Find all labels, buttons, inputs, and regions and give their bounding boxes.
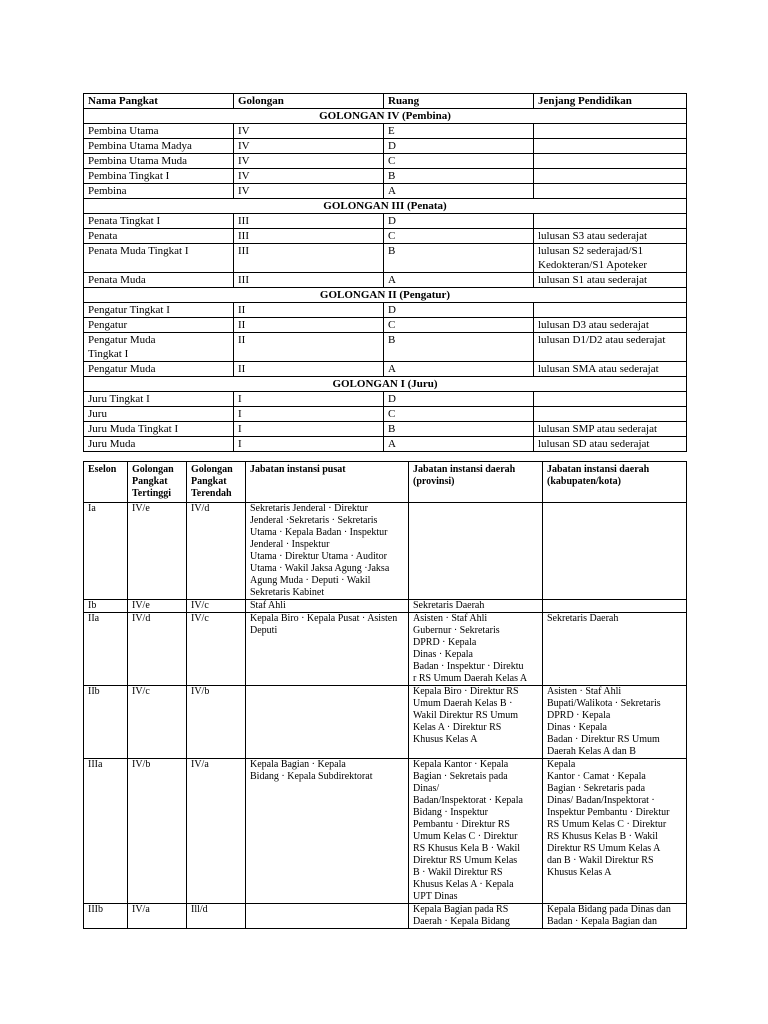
nama-pangkat-cell: Pengatur Muda	[84, 362, 234, 377]
table-row	[84, 139, 687, 154]
nama-pangkat-cell: Pengatur Tingkat I	[84, 303, 234, 318]
nama-pangkat-cell: Juru Muda Tingkat I	[84, 422, 234, 437]
golongan-cell: I	[234, 392, 384, 407]
table-row	[84, 318, 687, 333]
eselon-table	[83, 461, 687, 929]
ruang-cell: C	[384, 407, 534, 422]
golongan-tertinggi-cell: IV/b	[128, 759, 187, 904]
ruang-cell: A	[384, 362, 534, 377]
golongan-cell: IV	[234, 124, 384, 139]
header-eselon: Eselon	[84, 462, 128, 503]
ruang-cell: E	[384, 124, 534, 139]
jenjang-pendidikan-cell	[534, 169, 687, 184]
header-nama-pangkat: Nama Pangkat	[84, 94, 234, 109]
nama-pangkat-cell: Juru	[84, 407, 234, 422]
table-row	[84, 244, 687, 273]
nama-pangkat-cell: Pengatur	[84, 318, 234, 333]
jabatan-provinsi-cell: Kepala Bagian pada RS Daerah · Kepala Bidang	[409, 904, 543, 929]
table-row	[84, 229, 687, 244]
table-row	[84, 184, 687, 199]
golongan-terendah-cell: IV/c	[187, 600, 246, 613]
jabatan-pusat-cell: Kepala Bagian · Kepala Bidang · Kepala Subdirektorat	[246, 759, 409, 904]
golongan-cell: I	[234, 407, 384, 422]
golongan-cell: I	[234, 422, 384, 437]
jabatan-provinsi-cell: Sekretaris Daerah	[409, 600, 543, 613]
golongan-terendah-cell: IV/a	[187, 759, 246, 904]
table-row	[84, 214, 687, 229]
jabatan-provinsi-cell	[409, 503, 543, 600]
jenjang-pendidikan-cell	[534, 154, 687, 169]
table-row	[84, 407, 687, 422]
pangkat-header-row	[84, 94, 687, 109]
ruang-cell: D	[384, 214, 534, 229]
nama-pangkat-cell: Penata	[84, 229, 234, 244]
jenjang-pendidikan-cell: lulusan S2 sederajad/S1 Kedokteran/S1 Apoteker	[534, 244, 687, 273]
header-ruang: Ruang	[384, 94, 534, 109]
golongan-cell: II	[234, 333, 384, 362]
nama-pangkat-cell: Pembina Utama	[84, 124, 234, 139]
group-title: GOLONGAN I (Juru)	[84, 377, 687, 392]
group-header-row	[84, 199, 687, 214]
ruang-cell: B	[384, 333, 534, 362]
nama-pangkat-cell: Pengatur Muda Tingkat I	[84, 333, 234, 362]
eselon-cell: Ib	[84, 600, 128, 613]
header-jabatan-pusat: Jabatan instansi pusat	[246, 462, 409, 503]
ruang-cell: A	[384, 437, 534, 452]
jabatan-provinsi-cell: Kepala Kantor · Kepala Bagian · Sekretais pada Dinas/ Badan/Inspektorat · Kepala Bidang · Inspektur Pembantu · Direktur RS Umum Kelas C · Direktur RS Khusus Kela B · Wakil Direktur RS Umum Kelas B · Wakil Direktur RS Khusus Kelas A · Kepala UPT Dinas	[409, 759, 543, 904]
golongan-cell: II	[234, 318, 384, 333]
jenjang-pendidikan-cell: lulusan SD atau sederajat	[534, 437, 687, 452]
golongan-cell: IV	[234, 169, 384, 184]
jenjang-pendidikan-cell	[534, 392, 687, 407]
golongan-cell: III	[234, 214, 384, 229]
table-row	[84, 392, 687, 407]
table-row	[84, 303, 687, 318]
jabatan-pusat-cell	[246, 904, 409, 929]
golongan-terendah-cell: Ill/d	[187, 904, 246, 929]
jabatan-kabupaten-cell: Kepala Kantor · Camat · Kepala Bagian · Sekretaris pada Dinas/ Badan/Inspektorat · Inspektur Pembantu · Direktur RS Umum Kelas C · Direktur RS Khusus Kelas B · Wakil Direktur RS Umum Kelas A dan B · Wakil Direktur RS Khusus Kelas A	[543, 759, 687, 904]
nama-pangkat-cell: Pembina Utama Muda	[84, 154, 234, 169]
table-row	[84, 124, 687, 139]
nama-pangkat-cell: Penata Muda Tingkat I	[84, 244, 234, 273]
golongan-terendah-cell: IV/d	[187, 503, 246, 600]
table-row	[84, 904, 687, 929]
group-title: GOLONGAN III (Penata)	[84, 199, 687, 214]
jenjang-pendidikan-cell: lulusan SMA atau sederajat	[534, 362, 687, 377]
golongan-tertinggi-cell: IV/d	[128, 613, 187, 686]
golongan-cell: II	[234, 362, 384, 377]
golongan-tertinggi-cell: IV/e	[128, 503, 187, 600]
ruang-cell: B	[384, 169, 534, 184]
ruang-cell: A	[384, 273, 534, 288]
nama-pangkat-cell: Pembina Tingkat I	[84, 169, 234, 184]
eselon-cell: Ia	[84, 503, 128, 600]
jabatan-kabupaten-cell: Kepala Bidang pada Dinas dan Badan · Kepala Bagian dan	[543, 904, 687, 929]
ruang-cell: C	[384, 318, 534, 333]
ruang-cell: D	[384, 139, 534, 154]
header-golongan-terendah: Golongan Pangkat Terendah	[187, 462, 246, 503]
table-row	[84, 503, 687, 600]
table-row	[84, 600, 687, 613]
header-jenjang-pendidikan: Jenjang Pendidikan	[534, 94, 687, 109]
table-row	[84, 273, 687, 288]
table-row	[84, 686, 687, 759]
nama-pangkat-cell: Penata Muda	[84, 273, 234, 288]
golongan-cell: IV	[234, 154, 384, 169]
golongan-tertinggi-cell: IV/e	[128, 600, 187, 613]
jenjang-pendidikan-cell	[534, 124, 687, 139]
nama-pangkat-cell: Pembina Utama Madya	[84, 139, 234, 154]
jabatan-pusat-cell	[246, 686, 409, 759]
jabatan-kabupaten-cell	[543, 600, 687, 613]
golongan-cell: III	[234, 229, 384, 244]
ruang-cell: B	[384, 244, 534, 273]
ruang-cell: A	[384, 184, 534, 199]
header-jabatan-kabupaten: Jabatan instansi daerah (kabupaten/kota)	[543, 462, 687, 503]
table-row	[84, 169, 687, 184]
jenjang-pendidikan-cell: lulusan SMP atau sederajat	[534, 422, 687, 437]
jenjang-pendidikan-cell: lulusan S3 atau sederajat	[534, 229, 687, 244]
table-row	[84, 333, 687, 362]
golongan-tertinggi-cell: IV/c	[128, 686, 187, 759]
eselon-cell: IIa	[84, 613, 128, 686]
golongan-terendah-cell: IV/c	[187, 613, 246, 686]
nama-pangkat-cell: Penata Tingkat I	[84, 214, 234, 229]
ruang-cell: D	[384, 392, 534, 407]
jenjang-pendidikan-cell	[534, 303, 687, 318]
golongan-terendah-cell: IV/b	[187, 686, 246, 759]
golongan-cell: I	[234, 437, 384, 452]
group-header-row	[84, 377, 687, 392]
ruang-cell: B	[384, 422, 534, 437]
nama-pangkat-cell: Juru Tingkat I	[84, 392, 234, 407]
golongan-cell: IV	[234, 139, 384, 154]
table-row	[84, 437, 687, 452]
jenjang-pendidikan-cell	[534, 184, 687, 199]
group-title: GOLONGAN IV (Pembina)	[84, 109, 687, 124]
header-jabatan-provinsi: Jabatan instansi daerah (provinsi)	[409, 462, 543, 503]
golongan-tertinggi-cell: IV/a	[128, 904, 187, 929]
nama-pangkat-cell: Pembina	[84, 184, 234, 199]
jabatan-kabupaten-cell: Sekretaris Daerah	[543, 613, 687, 686]
jabatan-provinsi-cell: Asisten · Staf Ahli Gubernur · Sekretaris DPRD · Kepala Dinas · Kepala Badan · Inspektur · Direktu r RS Umum Daerah Kelas A	[409, 613, 543, 686]
jabatan-pusat-cell: Kepala Biro · Kepala Pusat · Asisten Deputi	[246, 613, 409, 686]
ruang-cell: D	[384, 303, 534, 318]
header-golongan-tertinggi: Golongan Pangkat Tertinggi	[128, 462, 187, 503]
jabatan-provinsi-cell: Kepala Biro · Direktur RS Umum Daerah Kelas B · Wakil Direktur RS Umum Kelas A · Direktur RS Khusus Kelas A	[409, 686, 543, 759]
table-row	[84, 613, 687, 686]
jenjang-pendidikan-cell	[534, 139, 687, 154]
group-header-row	[84, 288, 687, 303]
jabatan-pusat-cell: Staf Ahli	[246, 600, 409, 613]
golongan-cell: III	[234, 273, 384, 288]
eselon-cell: IIIa	[84, 759, 128, 904]
table-row	[84, 759, 687, 904]
table-row	[84, 362, 687, 377]
jenjang-pendidikan-cell	[534, 214, 687, 229]
jenjang-pendidikan-cell: lulusan D1/D2 atau sederajat	[534, 333, 687, 362]
nama-pangkat-cell: Juru Muda	[84, 437, 234, 452]
eselon-cell: IIb	[84, 686, 128, 759]
table-row	[84, 154, 687, 169]
jenjang-pendidikan-cell: lulusan S1 atau sederajat	[534, 273, 687, 288]
jabatan-pusat-cell: Sekretaris Jenderal · Direktur Jenderal ·Sekretaris · Sekretaris Utama · Kepala Badan · Inspektur Jenderal · Inspektur Utama · Direktur Utama · Auditor Utama · Wakil Jaksa Agung ·Jaksa Agung Muda · Deputi · Wakil Sekretaris Kabinet	[246, 503, 409, 600]
golongan-cell: IV	[234, 184, 384, 199]
header-golongan: Golongan	[234, 94, 384, 109]
jenjang-pendidikan-cell: lulusan D3 atau sederajat	[534, 318, 687, 333]
group-header-row	[84, 109, 687, 124]
table-row	[84, 422, 687, 437]
ruang-cell: C	[384, 154, 534, 169]
jabatan-kabupaten-cell	[543, 503, 687, 600]
ruang-cell: C	[384, 229, 534, 244]
golongan-cell: II	[234, 303, 384, 318]
jabatan-kabupaten-cell: Asisten · Staf Ahli Bupati/Walikota · Sekretaris DPRD · Kepala Dinas · Kepala Badan · Direktur RS Umum Daerah Kelas A dan B	[543, 686, 687, 759]
pangkat-table	[83, 93, 687, 452]
jenjang-pendidikan-cell	[534, 407, 687, 422]
group-title: GOLONGAN II (Pengatur)	[84, 288, 687, 303]
eselon-cell: IIIb	[84, 904, 128, 929]
golongan-cell: III	[234, 244, 384, 273]
eselon-header-row	[84, 462, 687, 503]
